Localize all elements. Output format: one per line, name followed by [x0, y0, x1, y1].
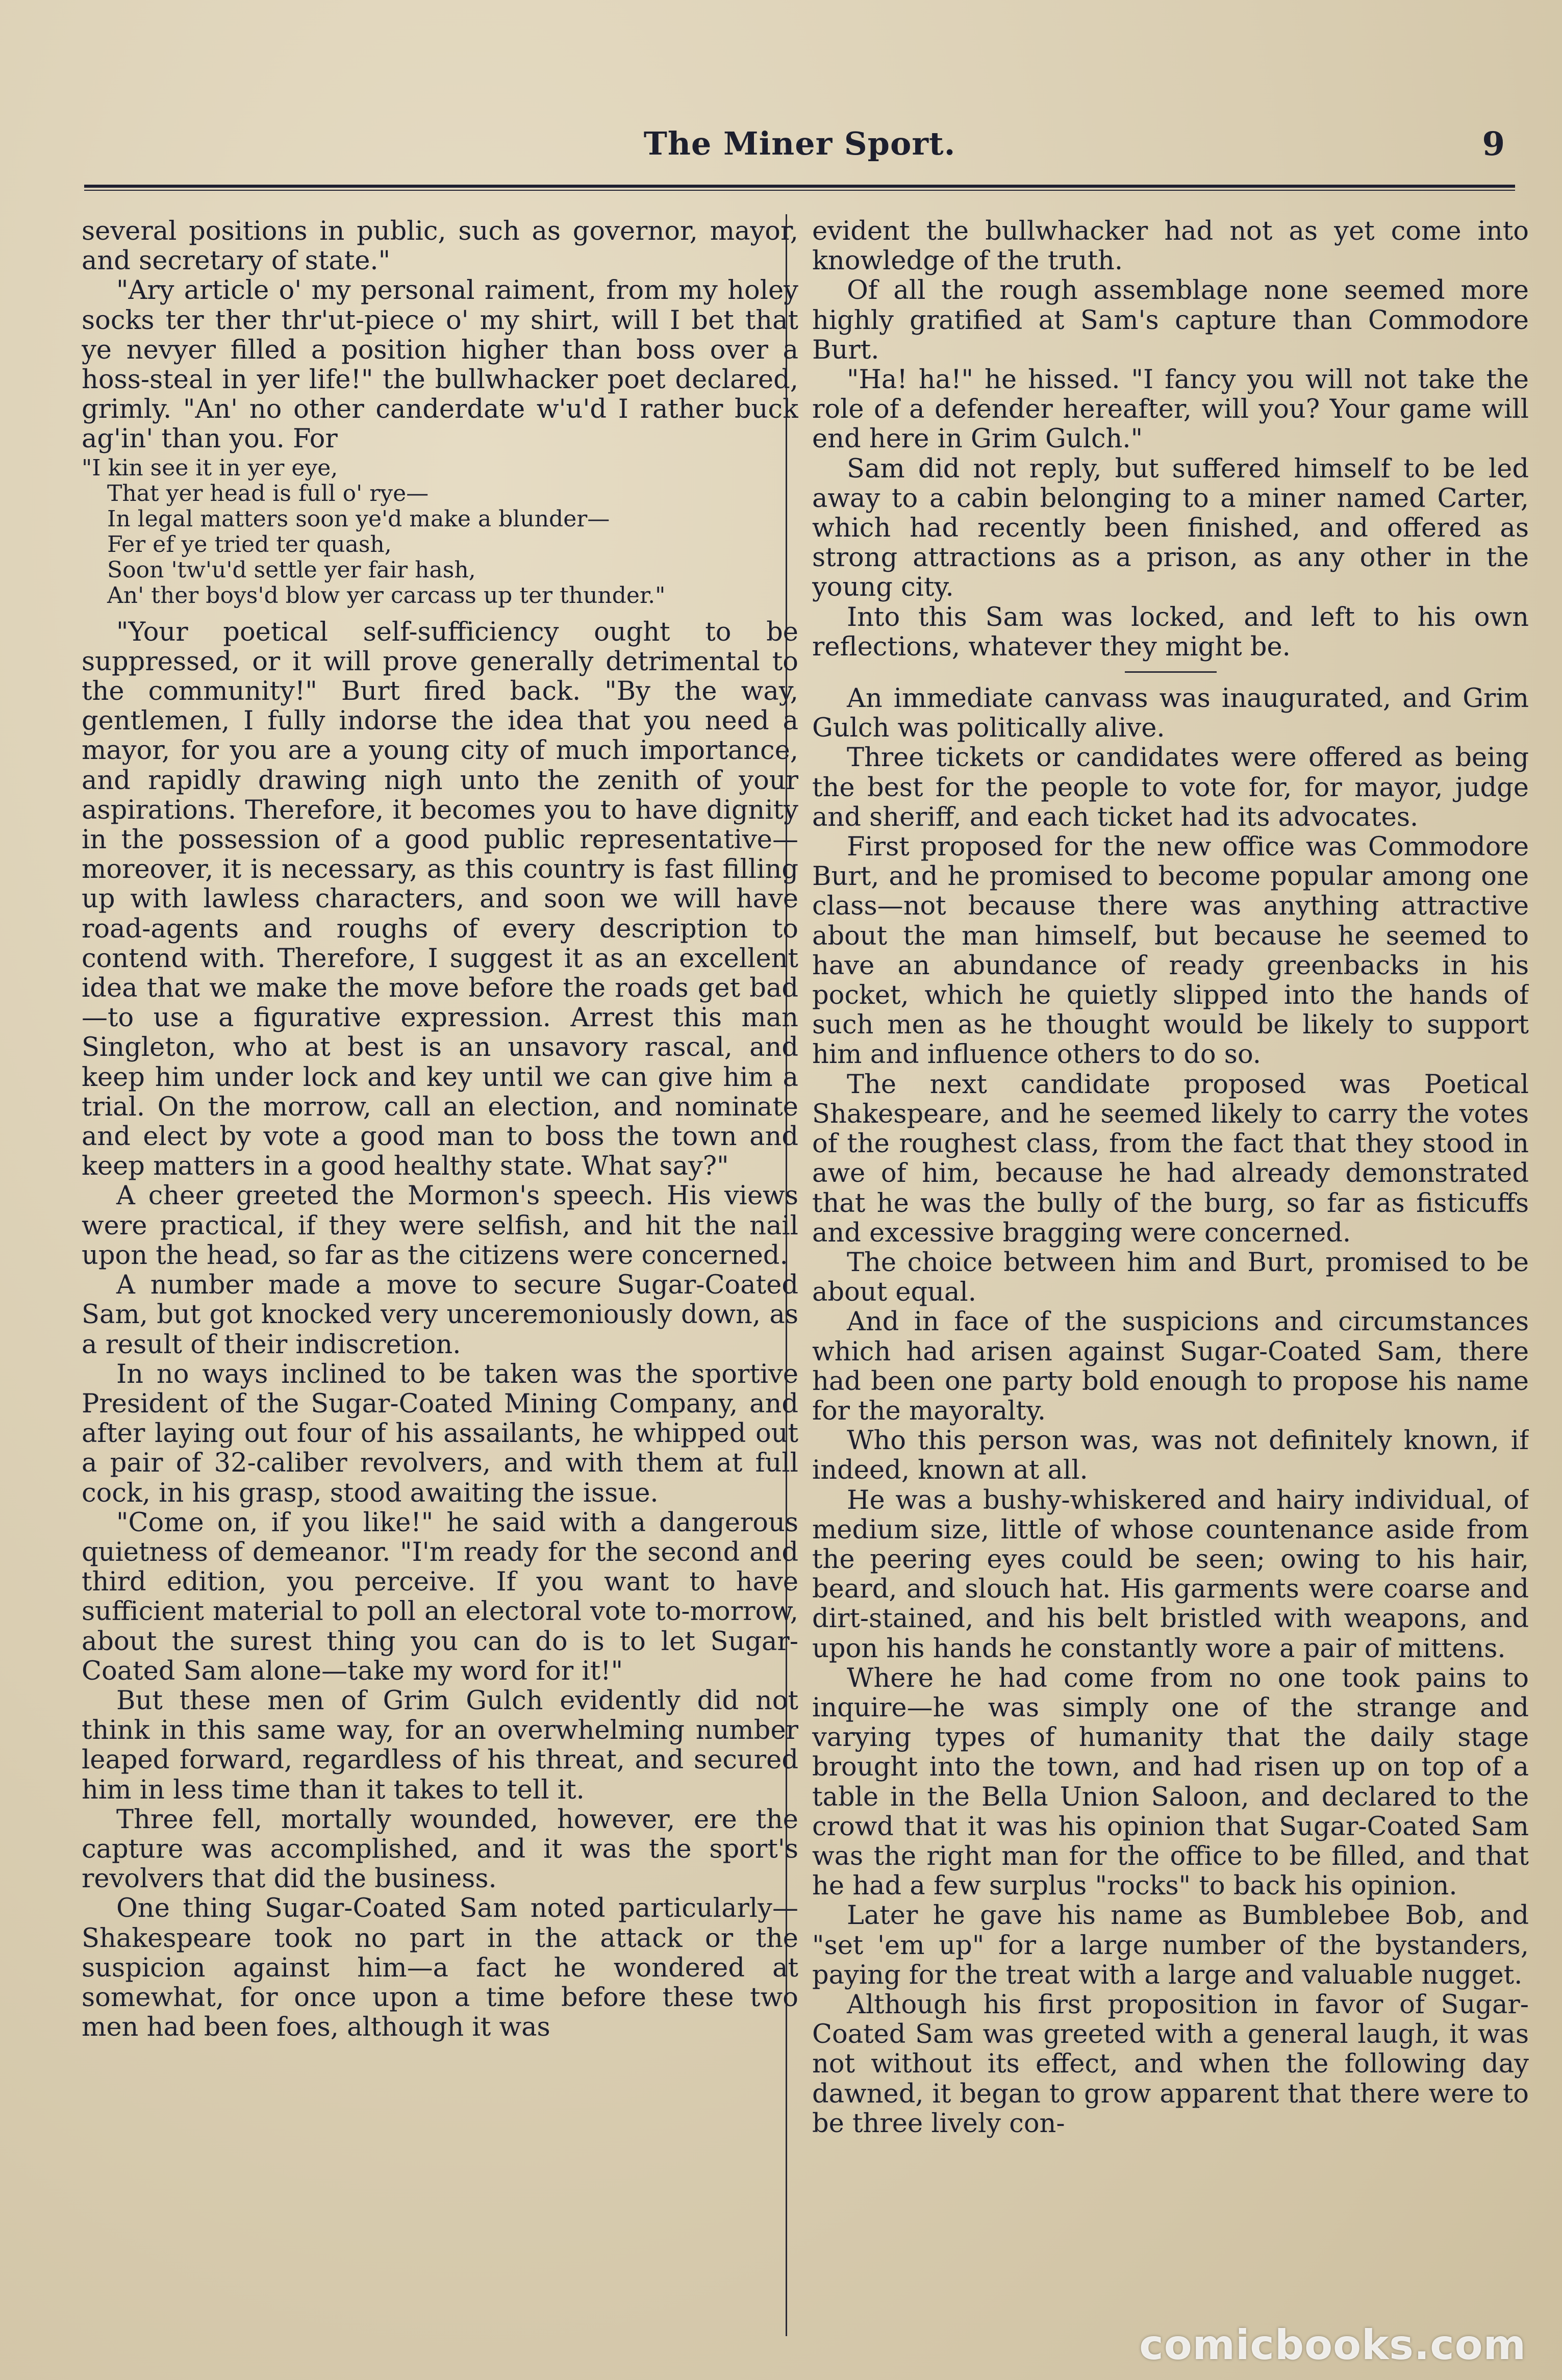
paragraph: Who this person was, was not definitely known, if indeed, known at all. [812, 1426, 1529, 1486]
paragraph: An immediate canvass was inaugurated, and Grim Gulch was politically alive. [812, 683, 1529, 744]
watermark: comicbooks.com [1139, 2321, 1526, 2369]
verse-line: Fer ef ye tried ter quash, [107, 531, 392, 558]
poem-verse [82, 455, 798, 609]
paragraph: Although his first proposition in favor of Sugar-Coated Sam was greeted with a general laugh, it was not without its effect, and when the following day dawned, it began to grow apparent that there were to be three lively con- [812, 1989, 1529, 2139]
paragraph: He was a bushy-whiskered and hairy individual, of medium size, little of whose countenance aside from the peering eyes could be seen; owing to his hair, beard, and slouch hat. His garments were coarse and dirt-stained, and his belt bristled with weapons, and upon his hands he constantly wore a pair of mittens. [812, 1485, 1529, 1664]
paragraph: Of all the rough assemblage none seemed more highly gratified at Sam's capture than Commodore Burt. [812, 275, 1529, 365]
page-number: 9 [1482, 125, 1505, 163]
page-header [84, 122, 1515, 179]
paragraph: In no ways inclined to be taken was the sportive President of the Sugar-Coated Mining Company, and after laying out four of his assailants, he whipped out a pair of 32-caliber revolvers, and with them at full cock, in his grasp, stood awaiting the issue. [82, 1359, 798, 1508]
paragraph: Where he had come from no one took pains to inquire—he was simply one of the strange and varying types of humanity that the daily stage brought into the town, and had risen up on top of a table in the Bella Union Saloon, and declared to the crowd that it was his opinion that Sugar-Coated Sam was the right man for the office to be filled, and that he had a few surplus "rocks" to back his opinion. [812, 1663, 1529, 1902]
paragraph: Sam did not reply, but suffered himself to be led away to a cabin belonging to a miner named Carter, which had recently been finished, and offered as strong attractions as a prison, as any other in the young city. [812, 453, 1529, 603]
verse-line: Soon 'tw'u'd settle yer fair hash, [107, 556, 476, 583]
paragraph: But these men of Grim Gulch evidently did not think in this same way, for an overwhelming number leaped forward, regardless of his threat, and secured him in less time than it takes to tell it. [82, 1685, 798, 1805]
paragraph: The next candidate proposed was Poetical Shakespeare, and he seemed likely to carry the votes of the roughest class, from the fact that they stood in awe of him, because he had already demonstrated that he was the bully of the burg, so far as fisticuffs and excessive bragging were concerned. [812, 1069, 1529, 1248]
right-column [812, 217, 1529, 2334]
paragraph: Into this Sam was locked, and left to his own reflections, whatever they might be. [812, 602, 1529, 662]
paragraph: A number made a move to secure Sugar-Coated Sam, but got knocked very unceremoniously down, as a result of their indiscretion. [82, 1270, 798, 1360]
paragraph: Three tickets or candidates were offered as being the best for the people to vote for, for mayor, judge and sheriff, and each ticket had its advocates. [812, 743, 1529, 832]
paragraph: Later he gave his name as Bumblebee Bob, and "set 'em up" for a large number of the bystanders, paying for the treat with a large and valuable nugget. [812, 1901, 1529, 1990]
magazine-title: The Miner Sport. [643, 125, 956, 162]
paragraph: evident the bullwhacker had not as yet come into knowledge of the truth. [812, 217, 1529, 276]
paragraph: "Your poetical self-sufficiency ought to be suppressed, or it will prove generally detrimental to the community!" Burt fired back. "By the way, gentlemen, I fully indorse the idea that you need a mayor, for you are a young city of much importance, and rapidly drawing nigh unto the zenith of your aspirations. Therefore, it becomes you to have dignity in the possession of a good public representative—moreover, it is necessary, as this country is fast filling up with lawless characters, and soon we will have road-agents and roughs of every description to contend with. Therefore, I suggest it as an excellent idea that we make the move before the roads get bad—to use a figurative expression. Arrest this man Singleton, who at best is an unsavory rascal, and keep him under lock and key until we can give him a trial. On the morrow, call an election, and nominate and elect by vote a good man to boss the town and keep matters in a good healthy state. What say?" [82, 617, 798, 1182]
paragraph: The choice between him and Burt, promised to be about equal. [812, 1247, 1529, 1308]
paragraph: And in face of the suspicions and circumstances which had arisen against Sugar-Coated Sam, there had been one party bold enough to propose his name for the mayoralty. [812, 1307, 1529, 1426]
verse-line: In legal matters soon ye'd make a blunder— [107, 505, 610, 532]
left-column [82, 217, 798, 2334]
paragraph: A cheer greeted the Mormon's speech. His views were practical, if they were selfish, and hit the nail upon the head, so far as the citizens were concerned. [82, 1181, 798, 1271]
paragraph: "Ha! ha!" he hissed. "I fancy you will not take the role of a defender hereafter, will you? Your game will end here in Grim Gulch." [812, 365, 1529, 454]
verse-line: That yer head is full o' rye— [107, 480, 429, 507]
paragraph: Three fell, mortally wounded, however, ere the capture was accomplished, and it was the sport's revolvers that did the business. [82, 1804, 798, 1894]
header-rule [84, 185, 1515, 191]
verse-line: "I kin see it in yer eye, [82, 454, 338, 481]
paragraph: One thing Sugar-Coated Sam noted particularly—Shakespeare took no part in the attack or the suspicion against him—a fact he wondered at somewhat, for once upon a time before these two men had been foes, although it was [82, 1893, 798, 2043]
paragraph: First proposed for the new office was Commodore Burt, and he promised to become popular among one class—not because there was anything attractive about the man himself, but because he seemed to have an abundance of ready greenbacks in his pocket, which he quietly slipped into the hands of such men as he thought would be likely to support him and influence others to do so. [812, 832, 1529, 1070]
verse-line: An' ther boys'd blow yer carcass up ter thunder." [107, 582, 666, 609]
section-break-rule [1125, 671, 1217, 673]
paragraph: "Ary article o' my personal raiment, from my holey socks ter ther thr'ut-piece o' my shirt, will I bet that ye nevyer filled a position higher than boss over a hoss-steal in yer life!" the bullwhacker poet declared, grimly. "An' no other canderdate w'u'd I rather buck ag'in' than you. For [82, 275, 798, 454]
paragraph: "Come on, if you like!" he said with a dangerous quietness of demeanor. "I'm ready for the second and third edition, you perceive. If you want to have sufficient material to poll an electoral vote to-morrow, about the surest thing you can do is to let Sugar-Coated Sam alone—take my word for it!" [82, 1507, 798, 1686]
paragraph: several positions in public, such as governor, mayor, and secretary of state." [82, 217, 798, 276]
